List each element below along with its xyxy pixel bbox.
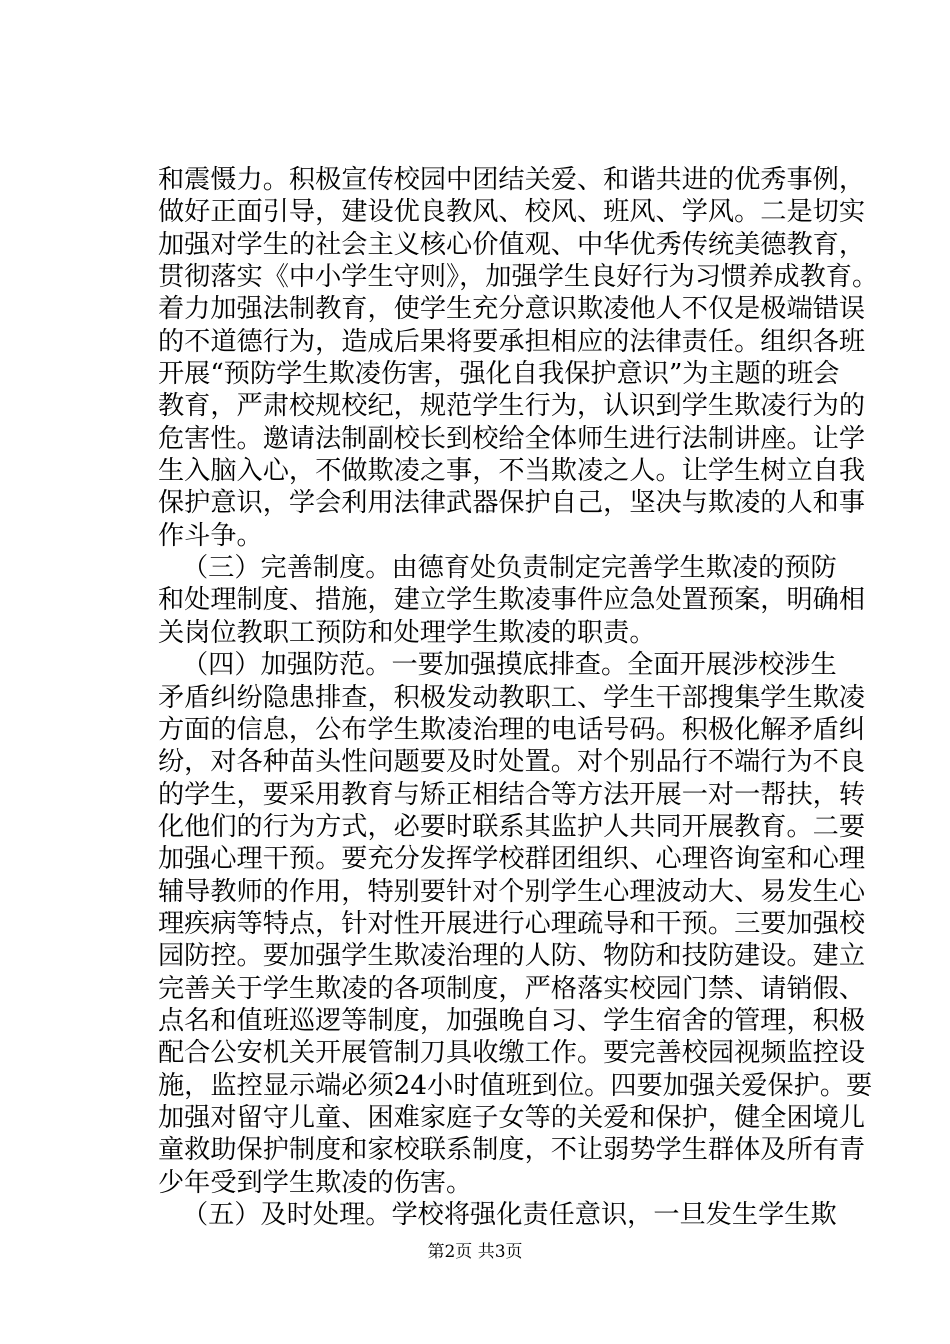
text-line: 的学生，要采用教育与矫正相结合等方法开展一对一帮扶，转	[158, 779, 866, 810]
text-line: 做好正面引导，建设优良教风、校风、班风、学风。二是切实	[158, 197, 866, 228]
text-line: 完善关于学生欺凌的各项制度，严格落实校园门禁、请销假、	[158, 973, 866, 1004]
text-line: 和震慑力。积极宣传校园中团结关爱、和谐共进的优秀事例，	[158, 165, 866, 195]
text-line: 贯彻落实《中小学生守则》，加强学生良好行为习惯养成教育。	[158, 262, 879, 293]
text-line: 纷，对各种苗头性问题要及时处置。对个别品行不端行为不良	[158, 747, 866, 778]
text-line: 的不道德行为，造成后果将要承担相应的法律责任。组织各班	[158, 326, 866, 357]
text-line: 保护意识，学会利用法律武器保护自己，坚决与欺凌的人和事	[158, 488, 866, 519]
text-line: 教育，严肃校规校纪，规范学生行为，认识到学生欺凌行为的	[158, 391, 866, 422]
text-line: 危害性。邀请法制副校长到校给全体师生进行法制讲座。让学	[158, 423, 866, 454]
text-line: 加强心理干预。要充分发挥学校群团组织、心理咨询室和心理	[158, 844, 866, 875]
text-line: 作斗争。	[158, 520, 263, 551]
text-line: 辅导教师的作用，特别要针对个别学生心理波动大、易发生心	[158, 876, 866, 907]
text-line: 关岗位教职工预防和处理学生欺凌的职责。	[158, 617, 656, 648]
text-line: 生入脑入心，不做欺凌之事，不当欺凌之人。让学生树立自我	[158, 456, 866, 487]
text-line: 童救助保护制度和家校联系制度，不让弱势学生群体及所有青	[158, 1135, 866, 1166]
section-heading-line: （四）加强防范。一要加强摸底排查。全面开展涉校涉生	[182, 650, 837, 681]
text-line: 方面的信息，公布学生欺凌治理的电话号码。积极化解矛盾纠	[158, 714, 866, 745]
page-footer: 第2页 共3页	[427, 1242, 523, 1262]
text-line: 施，监控显示端必须24小时值班到位。四要加强关爱保护。要	[158, 1070, 873, 1101]
text-line: 化他们的行为方式，必要时联系其监护人共同开展教育。二要	[158, 811, 866, 842]
text-line: 加强对学生的社会主义核心价值观、中华优秀传统美德教育，	[158, 229, 866, 260]
text-line: 着力加强法制教育，使学生充分意识欺凌他人不仅是极端错误	[158, 294, 866, 325]
text-line: 矛盾纠纷隐患排查，积极发动教职工、学生干部搜集学生欺凌	[158, 682, 866, 713]
text-line: 园防控。要加强学生欺凌治理的人防、物防和技防建设。建立	[158, 941, 866, 972]
text-line: 和处理制度、措施，建立学生欺凌事件应急处置预案，明确相	[158, 585, 866, 616]
text-line: 少年受到学生欺凌的伤害。	[158, 1167, 473, 1198]
text-line: 理疾病等特点，针对性开展进行心理疏导和干预。三要加强校	[158, 908, 866, 939]
text-line: 加强对留守儿童、困难家庭子女等的关爱和保护，健全困境儿	[158, 1102, 866, 1133]
section-heading-line: （五）及时处理。学校将强化责任意识，一旦发生学生欺	[182, 1200, 837, 1230]
section-heading-line: （三）完善制度。由德育处负责制定完善学生欺凌的预防	[182, 553, 837, 584]
text-line: 点名和值班巡逻等制度，加强晚自习、学生宿舍的管理，积极	[158, 1005, 866, 1036]
text-line: 开展“预防学生欺凌伤害，强化自我保护意识”为主题的班会	[158, 359, 840, 390]
text-line: 配合公安机关开展管制刀具收缴工作。要完善校园视频监控设	[158, 1038, 866, 1069]
